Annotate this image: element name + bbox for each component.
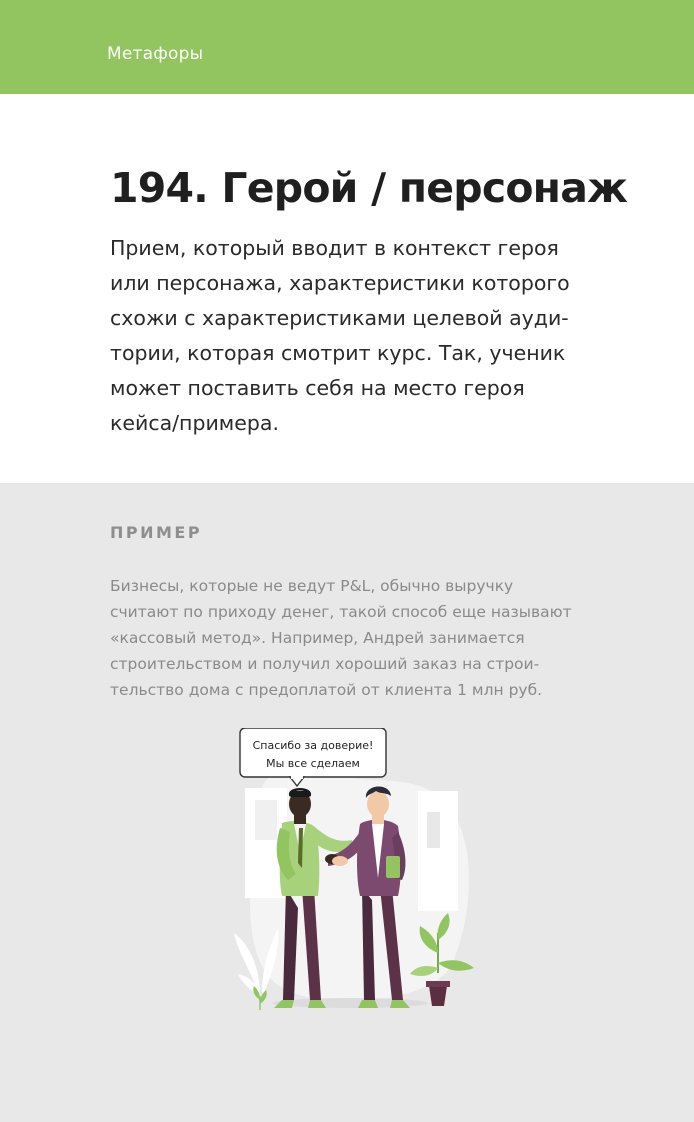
window-pane-left: [255, 800, 277, 840]
definition-line: Прием, который вводит в контекст героя: [110, 236, 559, 260]
definition-line: может поставить себя на место героя: [110, 376, 525, 400]
definition-line: тории, которая смотрит курс. Так, ученик: [110, 341, 566, 365]
definition-text: [110, 231, 610, 441]
definition-line: кейса/примера.: [110, 411, 279, 435]
window-pane-right: [427, 812, 440, 848]
section-header: [0, 0, 694, 94]
example-line: Бизнесы, которые не ведут P&L, обычно выручку: [110, 577, 514, 595]
speech-bubble-line-2: Мы все сделаем: [266, 757, 360, 770]
definition-line: схожи с характеристиками целевой ауди-: [110, 306, 569, 330]
example-line: «кассовый метод». Например, Андрей занимается: [110, 629, 525, 647]
speech-bubble-line-1: Спасибо за доверие!: [252, 739, 374, 752]
definition-block: [0, 94, 694, 483]
definition-line: или персонажа, характеристики которого: [110, 271, 570, 295]
page-title: 194. Герой / персонаж: [110, 164, 628, 212]
example-line: тельство дома с предоплатой от клиента 1 млн руб.: [110, 681, 543, 699]
speech-bubble: [240, 728, 386, 786]
window-frame-right: [418, 791, 458, 911]
handshake-illustration: [220, 728, 490, 1018]
example-label: ПРИМЕР: [110, 523, 203, 542]
example-line: считают по приходу денег, такой способ еще называют: [110, 603, 572, 621]
example-line: строительством и получил хороший заказ на строи-: [110, 655, 540, 673]
example-text: [110, 573, 610, 703]
example-block: [0, 483, 694, 1122]
section-label: Метафоры: [107, 44, 204, 64]
